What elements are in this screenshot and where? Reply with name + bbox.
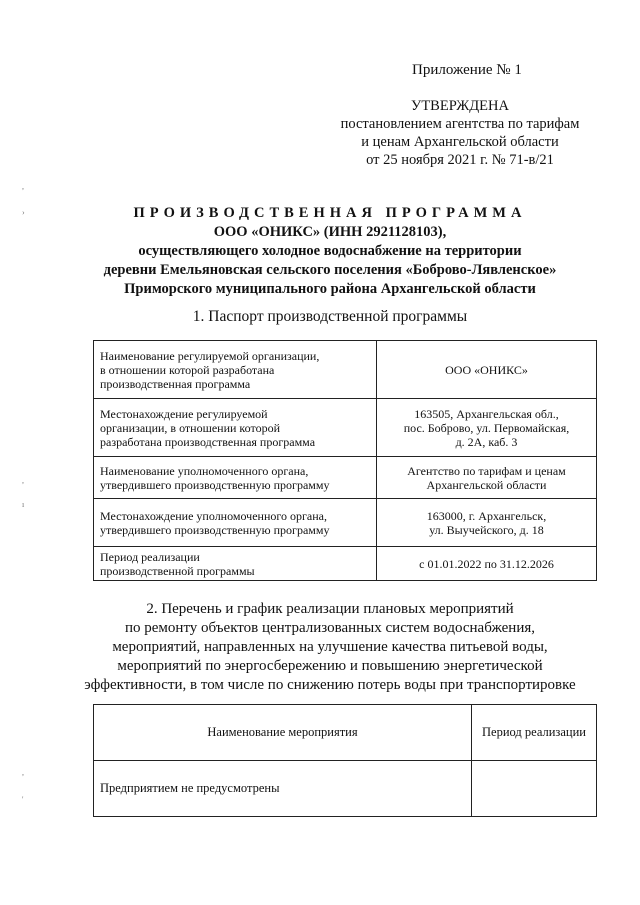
label-line: утвердившего производственную программу	[100, 477, 330, 492]
table-row	[94, 499, 597, 547]
passport-label	[94, 341, 377, 399]
label-line: в отношении которой разработана	[100, 362, 275, 377]
label-line: Наименование уполномоченного органа,	[100, 463, 309, 478]
approval-line: от 25 ноября 2021 г. № 71-в/21	[366, 152, 554, 168]
table-row	[94, 341, 597, 399]
scan-mark: ,	[22, 476, 24, 485]
appendix-number: Приложение № 1	[412, 62, 522, 78]
program-title-line: Приморского муниципального района Архангельской области	[124, 281, 536, 297]
label-line: организации, в отношении которой	[100, 420, 280, 435]
heading-line: 2. Перечень и график реализации плановых мероприятий	[146, 601, 514, 617]
label-line: разработана производственная программа	[100, 434, 316, 449]
scan-mark: ı	[22, 500, 25, 509]
program-title-block	[30, 204, 630, 299]
label-line: утвердившего производственную программу	[100, 522, 330, 537]
scan-mark: ,	[22, 768, 24, 777]
table-row	[94, 761, 597, 817]
passport-table	[93, 340, 597, 581]
value-line: 163505, Архангельская обл.,	[414, 406, 559, 421]
passport-label	[94, 399, 377, 457]
table-header-row	[94, 705, 597, 761]
value-line: пос. Боброво, ул. Первомайская,	[403, 420, 570, 435]
value-line: Архангельской области	[426, 477, 547, 492]
label-line: Период реализации	[100, 549, 200, 564]
passport-value	[377, 399, 597, 457]
table-row	[94, 457, 597, 499]
heading-line: по ремонту объектов централизованных систем водоснабжения,	[124, 620, 535, 636]
label-line: Местонахождение регулируемой	[100, 406, 268, 421]
program-title-line: деревни Емельяновская сельского поселения «Боброво-Лявленское»	[103, 262, 557, 278]
heading-line: эффективности, в том числе по снижению потерь воды при транспортировке	[84, 677, 576, 693]
value-line: ООО «ОНИКС»	[445, 362, 528, 377]
approval-stamp	[300, 97, 620, 169]
passport-value	[377, 499, 597, 547]
passport-label	[94, 499, 377, 547]
passport-value	[377, 457, 597, 499]
value-line: 163000, г. Архангельск,	[426, 508, 547, 523]
value-line: д. 2А, каб. 3	[455, 434, 518, 449]
heading-line: мероприятий, направленных на улучшение качества питьевой воды,	[112, 639, 548, 655]
passport-label	[94, 457, 377, 499]
value-line: Агентство по тарифам и ценам	[407, 463, 566, 478]
table-cell: Предприятием не предусмотрены	[94, 761, 472, 817]
approval-line: постановлением агентства по тарифам	[340, 116, 580, 132]
table-row	[94, 547, 597, 581]
label-line: Местонахождение уполномоченного органа,	[100, 508, 327, 523]
approval-title: УТВЕРЖДЕНА	[411, 98, 509, 114]
label-line: производственной программы	[100, 563, 255, 578]
passport-label	[94, 547, 377, 581]
value-line: ул. Выучейского, д. 18	[429, 522, 544, 537]
column-header: Наименование мероприятия	[94, 705, 472, 761]
section2-heading	[30, 600, 630, 695]
program-title-line: осуществляющего холодное водоснабжение на территории	[138, 243, 522, 259]
column-header: Период реализации	[472, 705, 597, 761]
approval-line: и ценам Архангельской области	[361, 134, 559, 150]
label-line: производственная программа	[100, 376, 251, 391]
scan-mark: '	[22, 795, 24, 804]
heading-line: мероприятий по энергосбережению и повышению энергетической	[117, 658, 543, 674]
passport-value	[377, 341, 597, 399]
scan-mark: ,	[22, 182, 24, 191]
table-row	[94, 399, 597, 457]
program-title: ПРОИЗВОДСТВЕННАЯ ПРОГРАММА	[133, 205, 527, 221]
measures-table	[93, 704, 597, 817]
scan-mark: ›	[22, 208, 25, 217]
program-title-line: ООО «ОНИКС» (ИНН 2921128103),	[213, 224, 447, 240]
section1-heading: 1. Паспорт производственной программы	[192, 308, 468, 325]
value-line: с 01.01.2022 по 31.12.2026	[419, 556, 554, 571]
label-line: Наименование регулируемой организации,	[100, 348, 320, 363]
passport-value	[377, 547, 597, 581]
table-cell	[472, 761, 597, 817]
